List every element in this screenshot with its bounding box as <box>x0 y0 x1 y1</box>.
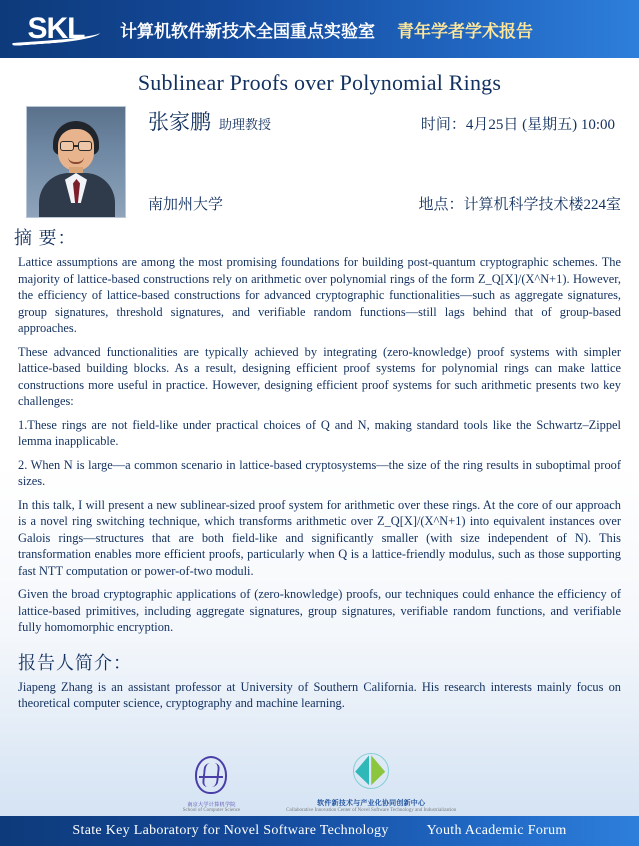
cic-emblem-icon <box>347 753 395 797</box>
speaker-photo <box>26 106 126 218</box>
speaker-info <box>126 106 621 218</box>
sponsor-name-en: School of Computer Science <box>182 808 241 813</box>
abstract-paragraph: 2. When N is large—a common scenario in lattice-based cryptosystems—the size of the ring results in suboptimal proof sizes. <box>18 457 621 488</box>
abstract-body <box>0 254 639 749</box>
abstract-heading: 摘 要： <box>14 228 77 248</box>
abstract-paragraph: These advanced functionalities are typically achieved by integrating (zero-knowledge) proof systems with simpler lattice-based building blocks. As a result, designing efficient proof systems for polynomial rings can make lattice constructions more useful in practice. However, designing efficient proof systems for such arithmetic presents two key challenges: <box>18 344 621 408</box>
sponsor-cic <box>286 753 456 814</box>
footer-lab-name: State Key Laboratory for Novel Software Technology <box>72 823 389 838</box>
cic-emblem-shape <box>353 753 389 791</box>
talk-time: 时间：4月25日 (星期五) 10:00 <box>420 117 615 133</box>
sponsor-logos <box>0 749 639 816</box>
skl-logo-text: SKL <box>27 12 85 45</box>
talk-location: 地点：计算机科学技术楼224室 <box>418 197 621 213</box>
bio-text: Jiapeng Zhang is an assistant professor at University of Southern California. His research interests mainly focus on theoretical computer science, cryptography and machine learning. <box>18 679 621 710</box>
sponsor-nju <box>183 756 240 815</box>
nju-emblem-icon <box>187 756 235 800</box>
sponsor-name-cn: 南京大学计算机学院 <box>187 801 236 808</box>
abstract-paragraph: 1.These rings are not field-like under practical choices of Q and N, making standard tools like the Schwartz–Zippel lemma inapplicable. <box>18 417 621 448</box>
speaker-affiliation: 南加州大学 <box>148 197 224 213</box>
speaker-affiliation-row <box>148 193 621 218</box>
poster-header <box>0 0 639 58</box>
glasses-bridge <box>74 145 78 147</box>
bio-heading: 报告人简介： <box>18 652 132 673</box>
page-title: Sublinear Proofs over Polynomial Rings <box>137 70 502 95</box>
poster-footer <box>0 816 639 846</box>
speaker-block <box>0 106 639 218</box>
forum-title: 青年学者学术报告 <box>397 21 533 41</box>
glasses-icon <box>60 141 74 151</box>
abstract-paragraph: In this talk, I will present a new sublinear-sized proof system for arithmetic over these rings. At the core of our approach is a novel ring switching technique, which transforms arithmetic over Z_Q[X]/(X^N+1) into equivalent instances over Galois rings—structures that are both field-like and significantly smaller (with size independent of N). This transformation enables more efficient proofs, particularly when Q is a lattice-friendly modulus, such as those supporting fast NTT computation or power-of-two moduli. <box>18 497 621 578</box>
sponsor-name-en: Collaborative Innovation Center of Novel Software Technology and Industrialization <box>286 808 457 813</box>
abstract-paragraph: Lattice assumptions are among the most promising foundations for building post-quantum cryptographic schemes. The majority of lattice-based constructions rely on arithmetic over polynomial rings of the form Z_Q[X]/(X^N+1). However, the efficiency of lattice-based constructions for advanced cryptographic functionalities—such as aggregate signatures, group signatures, threshold signatures, and verifiable random functions—still lags behind that of group-based approaches. <box>18 255 621 335</box>
footer-forum-name: Youth Academic Forum <box>426 823 567 838</box>
sponsor-name-cn: 软件新技术与产业化协同创新中心 <box>317 799 426 808</box>
speaker-academic-title: 助理教授 <box>219 117 272 132</box>
glasses-icon <box>78 141 92 151</box>
skl-logo <box>10 9 102 49</box>
abstract-paragraph: Given the broad cryptographic applications of (zero-knowledge) proofs, our techniques could enhance the efficiency of lattice-based primitives, including aggregate signatures, group signatures, verifiable random functions, and verifiable fully homomorphic encryption. <box>18 587 621 634</box>
speaker-name-row <box>148 106 621 136</box>
lab-title: 计算机软件新技术全国重点实验室 <box>120 21 375 41</box>
speaker-name: 张家鹏 <box>148 110 211 134</box>
nju-emblem-bar <box>199 776 223 778</box>
